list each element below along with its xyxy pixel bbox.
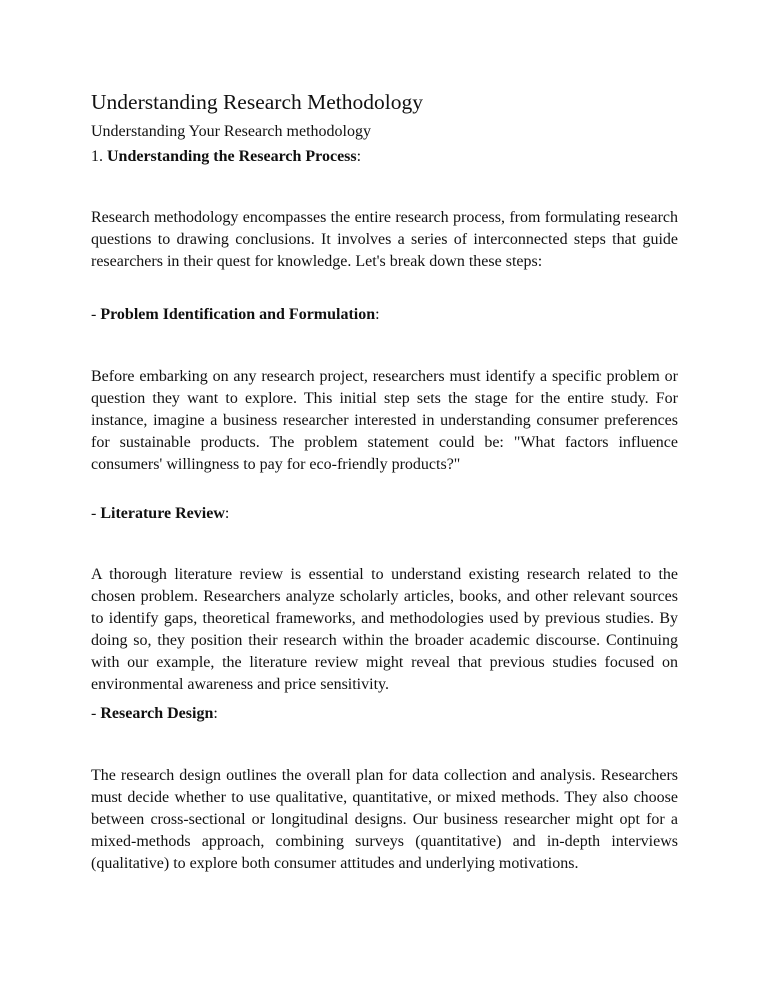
section-body-problem-identification: Before embarking on any research project, researchers must identify a specific problem or question they want to explore. This initial step sets the stage for the entire study. For instance, imagine a business researcher interested in understanding consumer preferences for sustainable products. The problem statement could be: "What factors influence consumers' willingness to pay for eco-friendly products?" xyxy=(91,368,678,473)
document-title: Understanding Research Methodology xyxy=(91,90,423,114)
section-prefix: 1. xyxy=(91,148,107,165)
section-prefix: - xyxy=(91,306,101,323)
section-body-literature-review: A thorough literature review is essential to understand existing research related to the chosen problem. Researchers analyze scholarly articles, books, and other relevant sources to identify gaps, theoretical frameworks, and methodologies used by previous studies. By doing so, they position their research within the broader academic discourse. Continuing with our example, the literature review might reveal that previous studies focused on environmental awareness and price sensitivity. xyxy=(91,566,678,693)
section-heading-text: Literature Review xyxy=(100,505,225,522)
section-heading-literature-review xyxy=(91,504,229,524)
section-suffix: : xyxy=(375,306,380,323)
section-heading-research-design xyxy=(91,704,218,724)
section-prefix: - xyxy=(91,705,101,722)
section-heading-text: Problem Identification and Formulation xyxy=(100,306,376,323)
document-subtitle: Understanding Your Research methodology xyxy=(91,123,371,140)
section-heading-text: Research Design xyxy=(100,705,214,722)
section-body-research-design: The research design outlines the overall plan for data collection and analysis. Researchers must decide whether to use qualitative, quantitative, or mixed methods. They also choose between cross-sectional or longitudinal designs. Our business researcher might opt for a mixed-methods approach, combining surveys (quantitative) and in-depth interviews (qualitative) to explore both consumer attitudes and underlying motivations. xyxy=(91,767,678,872)
section-heading-problem-identification xyxy=(91,305,380,325)
section-body-research-process: Research methodology encompasses the entire research process, from formulating research questions to drawing conclusions. It involves a series of interconnected steps that guide researchers in their quest for knowledge. Let's break down these steps: xyxy=(91,209,678,270)
section-heading-research-process xyxy=(91,147,361,167)
section-prefix: - xyxy=(91,505,101,522)
section-suffix: : xyxy=(224,505,230,522)
section-heading-text: Understanding the Research Process xyxy=(107,148,357,165)
section-suffix: : xyxy=(213,705,218,722)
section-suffix: : xyxy=(356,148,362,165)
